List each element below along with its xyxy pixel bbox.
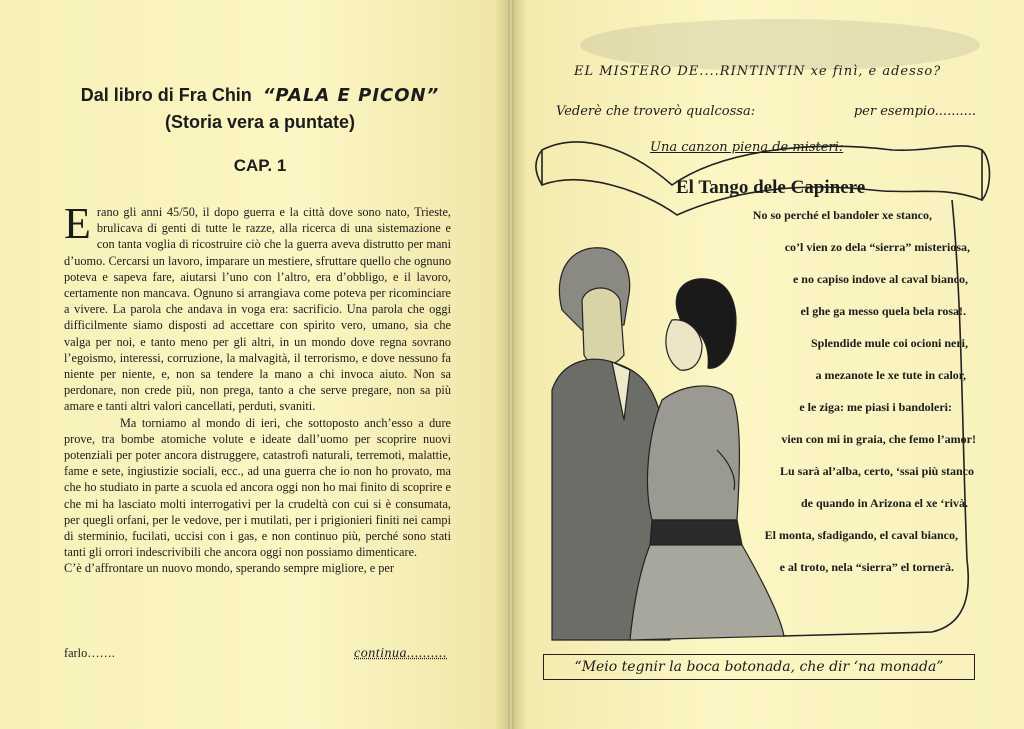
verse-line: El monta, sfadigando, el caval bianco, <box>764 528 958 542</box>
paragraph-1-text: rano gli anni 45/50, il dopo guerra e la città dove sono nato, Trieste, brulicava di genti di tutte le razze, alla ricerca di una sistemazione e con tanta voglia di ricostruire ciò che la guerra aveva distrutto per mani d’uomo. Cercarsi un lavoro, imparare un mestiere, sfruttare quello che ognuno poteva e sapeva fare, aiutarsi l’uno con l’altro, era d’obbligo, e il lavoro, certamente non mancava. Ognuno si arrangiava come poteva per ricominciare a vivere. La parola che andava in voga era: sacrificio. Una parola che oggi difficilmente siamo disposti ad accettare con spirito vero, umano, sia che valga per noi, e tanto meno per gli altri, in un mondo dove regna sovrano l’egoismo, interessi, corruzione, la malvagità, il terrorismo, e dove nessuno fa niente per niente, e, non sa tendere la mano a chi invoca aiuto. Non sa perdonare, non crede più, non prega, tanto a che serve pregare, non sa più amare e tanti altri valori cancellati, perduti, svaniti. <box>64 205 451 414</box>
story-text <box>64 199 451 577</box>
heading-book-title: “PALA E PICON” <box>262 85 440 106</box>
story-paragraph-2: Ma torniamo al mondo di ieri, che sottoposto anch’esso a dure prove, tra bombe atomiche volute e ideate dall’uomo per scoprire nuovi potenziali per poter ancora distruggere, catastrofi naturali, terremoti, malattie, fame e sete, ingiustizie sociali, ecc., ad una guerra che io non ho provato, ma che ho studiato in parte a scuola ed ancora oggi non ho mai finito di scoprire e che mi ha lasciato molti interrogativi per la crudeltà con cui si è consumata, per quegli orfani, per le vedove, per i mutilati, per i prigionieri finiti nei campi di sterminio, fucilati, uccisi con i gas, e non continuo più, perché sono stati tanti gli orrori indescrivibili che ancora oggi non possiamo dimenticare. <box>64 415 451 560</box>
intro-right: per esempio.......... <box>853 104 976 119</box>
verse-line: No so perché el bandoler xe stanco, <box>752 208 932 222</box>
mystery-ended-line: EL MISTERO DE....RINTINTIN xe finì, e adesso? <box>574 64 942 79</box>
song-title: El Tango dele Capinere <box>676 177 866 198</box>
story-paragraph-3: C’è d’affrontare un nuovo mondo, sperando sempre migliore, e per <box>64 561 394 576</box>
woman-figure <box>630 279 784 640</box>
continua-label: continua.......... <box>354 646 447 661</box>
intro-left: Vederè che troverò qualcossa: <box>556 104 756 119</box>
intro-line <box>556 104 976 119</box>
last-word: farlo……. <box>64 646 115 660</box>
song-intro: Una canzon piena de misteri: <box>650 140 844 155</box>
drop-cap: E <box>64 199 91 248</box>
verse-line: Lu sarà al’alba, certo, ‘ssai più stanco <box>779 464 974 478</box>
verse-line: e le ziga: me piasi i bandoleri: <box>799 400 952 414</box>
verse-line: el ghe ga messo quela bela rosa!. <box>800 304 966 318</box>
verse-line: Splendide mule coi ocioni neri, <box>810 336 968 350</box>
chapter-title: CAP. 1 <box>233 156 287 175</box>
story-end-line <box>64 646 451 662</box>
verse-line: e al troto, nela “sierra” el tornerà. <box>779 560 954 574</box>
verse-line: de quando in Arizona el xe ‘rivà. <box>800 496 968 510</box>
motto-box: “Meio tegnir la boca botonada, che dir ‘na monada” <box>543 654 975 680</box>
book-heading <box>60 82 460 135</box>
story-paragraph-1 <box>64 199 451 415</box>
verse-line: a mezanote le xe tute in calor, <box>815 368 966 382</box>
verse-line: co’l vien zo dela “sierra” misteriosa, <box>784 240 970 254</box>
verse-line: e no capiso indove al caval bianco, <box>792 272 968 286</box>
heading-subtitle: (Storia vera a puntate) <box>164 112 356 132</box>
verse-line: vien con mi in graia, che femo l’amor! <box>781 432 976 446</box>
heading-prefix: Dal libro di Fra Chin <box>80 85 252 105</box>
